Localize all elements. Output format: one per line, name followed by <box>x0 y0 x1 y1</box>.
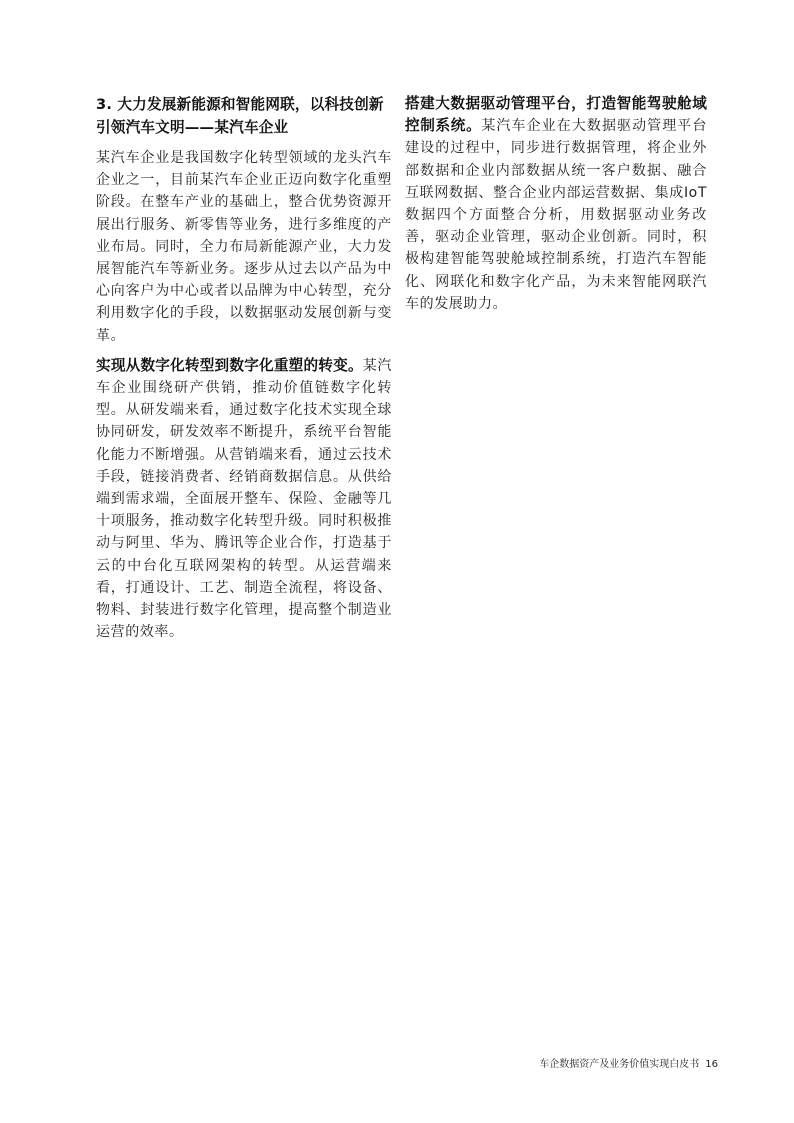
transformation-paragraph <box>96 355 392 644</box>
big-data-body: 某汽车企业在大数据驱动管理平台建设的过程中，同步进行数据管理，将企业外部数据和企业内部数据从统一客户数据、融合互联网数据、整合企业内部运营数据、集成IoT数据四个方面整合分析，用数据驱动业务改善，驱动企业管理，驱动企业创新。同时，积极构建智能驾驶舱域控制系统，打造汽车智能化、网联化和数字化产品，为未来智能网联汽车的发展助力。 <box>405 118 707 312</box>
intro-paragraph: 某汽车企业是我国数字化转型领域的龙头汽车企业之一，目前某汽车企业正迈向数字化重塑阶段。在整车产业的基础上，整合优势资源开展出行服务、新零售等业务，进行多维度的产业布局。同时，全力布局新能源产业，大力发展智能汽车等新业务。逐步从过去以产品为中心向客户为中心或者以品牌为中心转型，充分利用数字化的手段，以数据驱动发展创新与变革。 <box>96 150 392 344</box>
transformation-body: 某汽车企业围绕研产供销，推动价值链数字化转型。从研发端来看，通过数字化技术实现全球协同研发，研发效率不断提升，系统平台智能化能力不断增强。从营销端来看，通过云技术手段，链接消费者、经销商数据信息。从供给端到需求端，全面展开整车、保险、金融等几十项服务，推动数字化转型升级。同时积极推动与阿里、华为、腾讯等企业合作，打造基于云的中台化互联网架构的转型。从运营端来看，打通设计、工艺、制造全流程，将设备、物料、封装进行数字化管理，提高整个制造业运营的效率。 <box>96 357 392 641</box>
footer-title: 车企数据资产及业务价值实现白皮书 <box>539 1059 700 1070</box>
page-footer <box>539 1058 718 1072</box>
big-data-lead: 搭建大数据驱动管理平台，打造智能驾驶舱域控制系统。 <box>405 95 707 135</box>
right-column <box>405 93 707 323</box>
left-column <box>96 93 392 651</box>
transformation-lead: 实现从数字化转型到数字化重塑的转变。 <box>96 356 363 374</box>
section-heading: 3. 大力发展新能源和智能网联，以科技创新引领汽车文明——某汽车企业 <box>96 96 384 136</box>
page-number: 16 <box>705 1059 718 1070</box>
big-data-paragraph <box>405 93 707 315</box>
